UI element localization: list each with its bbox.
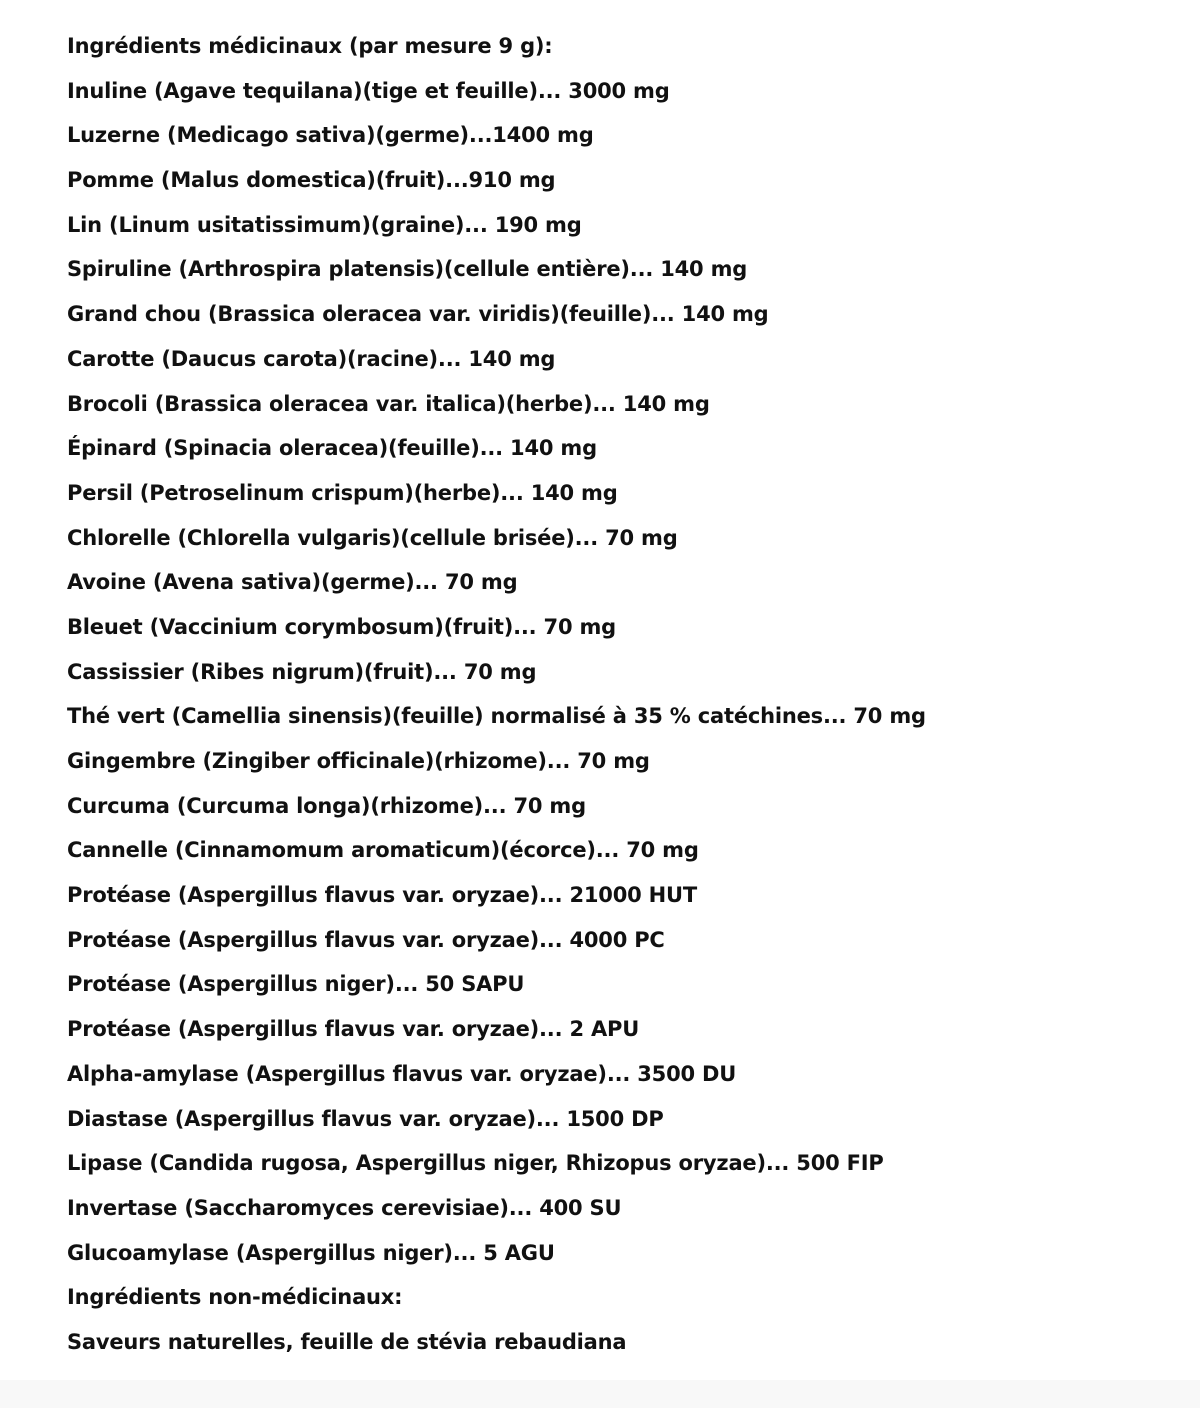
ingredient-line: Inuline (Agave tequilana)(tige et feuille)... 3000 mg <box>67 78 670 103</box>
ingredient-line: Protéase (Aspergillus flavus var. oryzae)... 4000 PC <box>67 927 665 952</box>
bottom-band <box>0 1380 1200 1408</box>
ingredient-line: Grand chou (Brassica oleracea var. viridis)(feuille)... 140 mg <box>67 302 769 327</box>
ingredient-line: Brocoli (Brassica oleracea var. italica)(herbe)... 140 mg <box>67 391 710 416</box>
ingredient-line: Spiruline (Arthrospira platensis)(cellule entière)... 140 mg <box>67 257 748 282</box>
ingredient-line: Persil (Petroselinum crispum)(herbe)... 140 mg <box>67 480 618 505</box>
ingredient-line: Gingembre (Zingiber officinale)(rhizome)... 70 mg <box>67 749 650 773</box>
ingredient-line: Lin (Linum usitatissimum)(graine)... 190 mg <box>67 212 582 237</box>
ingredient-line: Carotte (Daucus carota)(racine)... 140 mg <box>67 346 556 371</box>
ingredient-line: Chlorelle (Chlorella vulgaris)(cellule brisée)... 70 mg <box>67 525 678 550</box>
ingredient-list <box>67 24 926 1365</box>
non-medicinal-line: Saveurs naturelles, feuille de stévia rebaudiana <box>67 1329 627 1354</box>
ingredient-line: Protéase (Aspergillus flavus var. oryzae)... 2 APU <box>67 1017 640 1042</box>
ingredient-line: Cannelle (Cinnamomum aromaticum)(écorce)... 70 mg <box>67 838 699 863</box>
ingredient-line: Alpha-amylase (Aspergillus flavus var. oryzae)... 3500 DU <box>67 1061 737 1086</box>
ingredient-line: Luzerne (Medicago sativa)(germe)...1400 mg <box>67 123 594 148</box>
ingredient-line: Bleuet (Vaccinium corymbosum)(fruit)... 70 mg <box>67 614 617 639</box>
ingredient-line: Protéase (Aspergillus flavus var. oryzae)... 21000 HUT <box>67 883 697 908</box>
ingredient-line: Diastase (Aspergillus flavus var. oryzae)... 1500 DP <box>67 1106 664 1131</box>
ingredient-line: Invertase (Saccharomyces cerevisiae)... 400 SU <box>67 1195 622 1220</box>
ingredient-line: Thé vert (Camellia sinensis)(feuille) normalisé à 35 % catéchines... 70 mg <box>67 704 926 729</box>
section-heading-medicinal: Ingrédients médicinaux (par mesure 9 g): <box>67 34 553 58</box>
ingredient-line: Glucoamylase (Aspergillus niger)... 5 AGU <box>67 1240 555 1265</box>
ingredient-line: Pomme (Malus domestica)(fruit)...910 mg <box>67 168 556 193</box>
ingredient-line: Curcuma (Curcuma longa)(rhizome)... 70 mg <box>67 793 586 818</box>
ingredient-line: Lipase (Candida rugosa, Aspergillus niger, Rhizopus oryzae)... 500 FIP <box>67 1151 884 1176</box>
ingredient-line: Cassissier (Ribes nigrum)(fruit)... 70 mg <box>67 659 537 684</box>
ingredient-line: Épinard (Spinacia oleracea)(feuille)... 140 mg <box>67 436 597 461</box>
ingredient-line: Protéase (Aspergillus niger)... 50 SAPU <box>67 972 525 997</box>
section-heading-non-medicinal: Ingrédients non-médicinaux: <box>67 1285 403 1310</box>
ingredient-line: Avoine (Avena sativa)(germe)... 70 mg <box>67 570 518 595</box>
